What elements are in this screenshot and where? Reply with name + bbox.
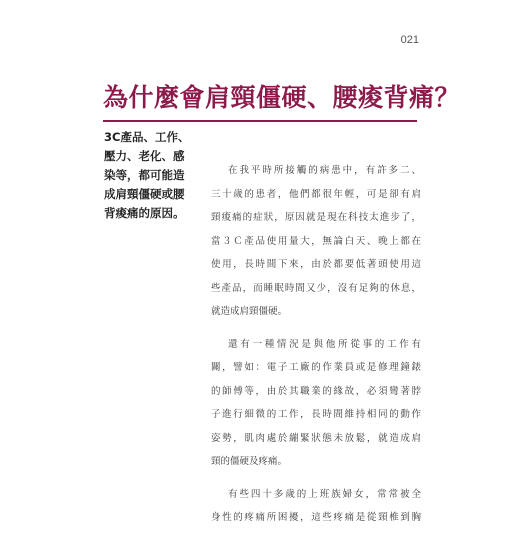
page-number: 021 xyxy=(400,34,419,46)
paragraph xyxy=(211,483,421,530)
text-line: 有些四十多歲的上班族婦女，常常被全 xyxy=(228,488,421,500)
sidebar-summary-line: 背痠痛的原因。 xyxy=(104,206,185,220)
text-line: 的師傅等，由於其職業的緣故，必須彎著脖 xyxy=(211,385,421,397)
text-line: 當３Ｃ產品使用量大，無論白天、晚上都在 xyxy=(211,235,421,247)
sidebar-summary-line: 成肩頸僵硬或腰 xyxy=(104,187,185,201)
text-line: 身性的疼痛所困擾，這些疼痛是從頸椎到胸 xyxy=(211,512,421,523)
body-text xyxy=(211,159,421,539)
text-line: 頸的僵硬及疼痛。 xyxy=(211,456,288,467)
text-line: 些產品，而睡眠時間又少，沒有足夠的休息， xyxy=(211,282,421,294)
text-line: 關，譬如：電子工廠的作業員或是修理鐘錶 xyxy=(211,362,421,373)
text-line: 三十歲的患者，他們都很年輕，可是卻有肩 xyxy=(211,188,421,200)
sidebar-summary-line: 染等，都可能造 xyxy=(104,168,185,182)
sidebar-summary xyxy=(104,128,204,223)
text-line: 還有一種情況是與他所從事的工作有 xyxy=(228,338,421,350)
sidebar-summary-line: 3C產品、工作、 xyxy=(104,130,190,144)
text-line: 姿勢，肌肉處於繃緊狀態未放鬆，就造成肩 xyxy=(211,432,421,444)
page-title: 為什麼會肩頸僵硬、腰痠背痛？ xyxy=(103,83,461,112)
title-rule xyxy=(103,120,417,122)
paragraph xyxy=(211,159,421,324)
text-line: 使用，長時間下來，由於都要低著頭使用這 xyxy=(211,259,421,270)
text-line: 就造成肩頸僵硬。 xyxy=(211,306,288,317)
paragraph xyxy=(211,333,421,474)
sidebar-summary-line: 壓力、老化、感 xyxy=(104,149,185,163)
text-line: 子進行細微的工作，長時間維持相同的動作 xyxy=(211,409,421,420)
text-line: 頸痠痛的症狀，原因就是現在科技太進步了， xyxy=(211,212,421,223)
text-line: 在我平時所接觸的病患中，有許多二、 xyxy=(228,165,421,176)
